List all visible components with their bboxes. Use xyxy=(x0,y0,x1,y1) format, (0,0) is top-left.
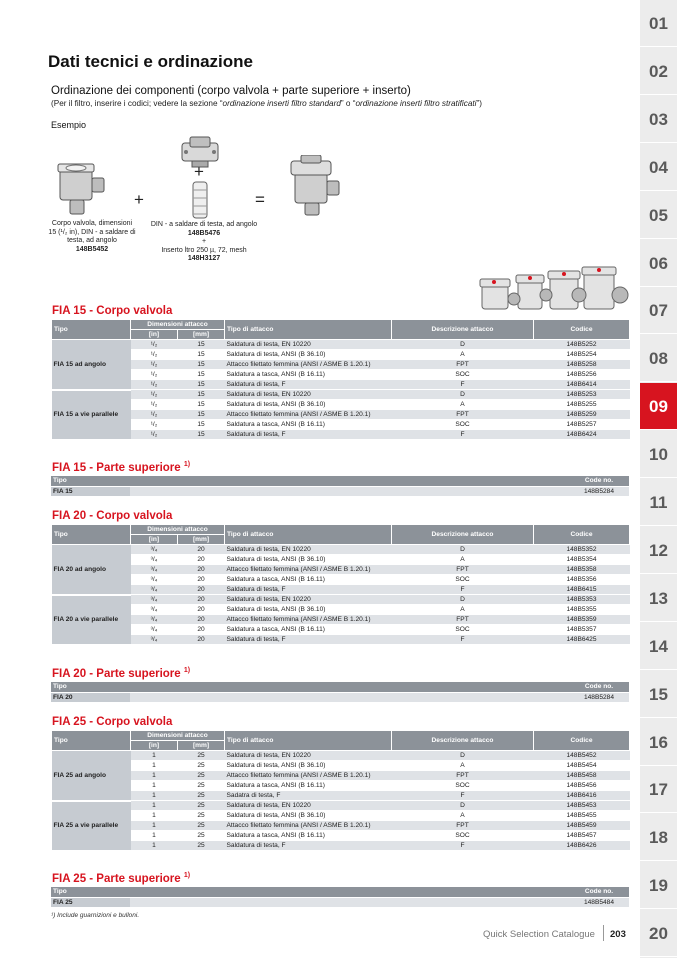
page-number: 203 xyxy=(610,929,626,940)
size-in: 1 xyxy=(131,831,178,841)
connection-type: Attacco filettato femmina (ANSI / ASME B 1.20.1) xyxy=(225,615,392,625)
connection-desc: D xyxy=(392,545,534,555)
size-mm: 25 xyxy=(178,801,225,811)
connection-type: Saldatura a tasca, ANSI (B 16.11) xyxy=(225,781,392,791)
link-layered-inserts: ordinazione inserti filtro stratificati xyxy=(355,99,477,108)
chapter-tab-19[interactable]: 19 xyxy=(640,862,677,909)
code-number: 148B5258 xyxy=(534,360,630,370)
table-row xyxy=(52,841,630,851)
code-number: 148B6416 xyxy=(534,791,630,801)
connection-type: Saldatura di testa, ANSI (B 36.10) xyxy=(225,761,392,771)
col-connection-desc: Descrizione attacco xyxy=(392,731,534,751)
connection-desc: D xyxy=(392,751,534,761)
plus-sign-2: + xyxy=(194,162,204,181)
size-mm: 15 xyxy=(178,420,225,430)
connection-type: Saldatura di testa, ANSI (B 36.10) xyxy=(225,811,392,821)
size-in: ¹/₂ xyxy=(131,430,178,440)
table-row xyxy=(52,410,630,420)
fia15-top-table: Tipo Code no. FIA 15 148B5284 xyxy=(51,476,629,497)
size-mm: 25 xyxy=(178,811,225,821)
fia20-body-table xyxy=(51,524,630,646)
caption-valve-body: Corpo valvola, dimensioni 15 (¹/₂ in), DIN - a saldare di testa, ad angolo 148B5452 xyxy=(48,220,136,253)
connection-type: Saldatura di testa, ANSI (B 36.10) xyxy=(225,350,392,360)
code-number: 148B5459 xyxy=(534,821,630,831)
code-number: 148B5355 xyxy=(534,605,630,615)
col-code: Codice xyxy=(534,320,630,340)
group-name: FIA 15 a vie parallele xyxy=(52,390,131,440)
connection-type: Saldatura a tasca, ANSI (B 16.11) xyxy=(225,625,392,635)
code-number: 148B5454 xyxy=(534,761,630,771)
size-mm: 15 xyxy=(178,360,225,370)
size-mm: 15 xyxy=(178,390,225,400)
footnote: ¹) Include guarnizioni e bulloni. xyxy=(51,912,140,919)
size-mm: 20 xyxy=(178,635,225,645)
connection-desc: F xyxy=(392,841,534,851)
table-row xyxy=(52,751,630,761)
connection-desc: A xyxy=(392,811,534,821)
size-in: ³/₄ xyxy=(131,545,178,555)
col-mm: [mm] xyxy=(178,535,225,545)
size-in: ¹/₂ xyxy=(131,420,178,430)
fia20-body-title: FIA 20 - Corpo valvola xyxy=(52,510,173,522)
connection-desc: F xyxy=(392,430,534,440)
size-mm: 20 xyxy=(178,565,225,575)
code-number: 148B5452 xyxy=(534,751,630,761)
col-connection-type: Tipo di attacco xyxy=(225,525,392,545)
table-row xyxy=(52,380,630,390)
connection-desc: D xyxy=(392,801,534,811)
chapter-tab-11[interactable]: 11 xyxy=(640,479,677,526)
chapter-tab-15[interactable]: 15 xyxy=(640,671,677,718)
fia20-top-table: Tipo Code no. FIA 20 148B5284 xyxy=(51,682,629,703)
table-row xyxy=(52,791,630,801)
code-number: 148B5453 xyxy=(534,801,630,811)
connection-desc: SOC xyxy=(392,575,534,585)
connection-type: Saldatura a tasca, ANSI (B 16.11) xyxy=(225,831,392,841)
col-tipo: Tipo xyxy=(52,320,131,340)
connection-type: Saldatura di testa, F xyxy=(225,430,392,440)
connection-desc: SOC xyxy=(392,831,534,841)
size-in: ³/₄ xyxy=(131,555,178,565)
chapter-tab-06[interactable]: 06 xyxy=(640,240,677,287)
group-name: FIA 25 a vie parallele xyxy=(52,801,131,851)
connection-desc: FPT xyxy=(392,565,534,575)
chapter-tab-17[interactable]: 17 xyxy=(640,766,677,813)
fia15-body-title: FIA 15 - Corpo valvola xyxy=(52,305,173,317)
size-in: 1 xyxy=(131,791,178,801)
connection-type: Attacco filettato femmina (ANSI / ASME B 1.20.1) xyxy=(225,360,392,370)
code-number: 148B5257 xyxy=(534,420,630,430)
connection-desc: F xyxy=(392,791,534,801)
chapter-tab-03[interactable]: 03 xyxy=(640,96,677,143)
size-in: ¹/₂ xyxy=(131,410,178,420)
size-in: ³/₄ xyxy=(131,585,178,595)
table-row xyxy=(52,430,630,440)
chapter-tab-20[interactable]: 20 xyxy=(640,910,677,957)
chapter-tab-08[interactable]: 08 xyxy=(640,335,677,382)
size-mm: 25 xyxy=(178,831,225,841)
connection-type: Saldatura a tasca, ANSI (B 16.11) xyxy=(225,420,392,430)
size-in: 1 xyxy=(131,761,178,771)
size-mm: 25 xyxy=(178,781,225,791)
size-mm: 15 xyxy=(178,370,225,380)
code-number: 148B5259 xyxy=(534,410,630,420)
size-in: ¹/₂ xyxy=(131,360,178,370)
size-in: ³/₄ xyxy=(131,625,178,635)
fia20-top-title: FIA 20 - Parte superiore $^{1)}$ xyxy=(52,667,191,680)
table-row xyxy=(52,370,630,380)
code-number: 148B5356 xyxy=(534,575,630,585)
table-row xyxy=(52,831,630,841)
chapter-tab-09[interactable]: 09 xyxy=(640,383,677,430)
connection-type: Saldatura di testa, EN 10220 xyxy=(225,390,392,400)
equals-sign: = xyxy=(255,190,265,209)
chapter-tab-05[interactable]: 05 xyxy=(640,192,677,239)
code-number: 148B5252 xyxy=(534,340,630,350)
table-row xyxy=(52,420,630,430)
size-mm: 15 xyxy=(178,430,225,440)
size-mm: 15 xyxy=(178,380,225,390)
table-row xyxy=(52,340,630,350)
page-title: Dati tecnici e ordinazione xyxy=(48,52,253,71)
col-connection-desc: Descrizione attacco xyxy=(392,525,534,545)
table-row xyxy=(52,350,630,360)
table-row xyxy=(52,761,630,771)
fia25-body-title: FIA 25 - Corpo valvola xyxy=(52,716,173,728)
connection-type: Attacco filettato femmina (ANSI / ASME B 1.20.1) xyxy=(225,821,392,831)
size-mm: 20 xyxy=(178,625,225,635)
fia15-top-title: FIA 15 - Parte superiore $^{1)}$ xyxy=(52,461,191,474)
table-row xyxy=(52,771,630,781)
size-mm: 25 xyxy=(178,791,225,801)
size-in: ¹/₂ xyxy=(131,370,178,380)
connection-desc: D xyxy=(392,390,534,400)
size-mm: 25 xyxy=(178,751,225,761)
connection-desc: FPT xyxy=(392,410,534,420)
connection-desc: SOC xyxy=(392,781,534,791)
col-dimensions: Dimensioni attacco xyxy=(131,320,225,330)
connection-desc: SOC xyxy=(392,420,534,430)
filter-note: (Per il filtro, inserire i codici; vedere la sezione “ordinazione inserti filtro standard” o “ordinazione inserti filtro stratificati”) xyxy=(51,99,482,108)
size-in: 1 xyxy=(131,841,178,851)
connection-type: Saldatura di testa, EN 10220 xyxy=(225,595,392,605)
connection-desc: A xyxy=(392,761,534,771)
size-mm: 15 xyxy=(178,350,225,360)
connection-type: Saldatura di testa, ANSI (B 36.10) xyxy=(225,605,392,615)
connection-type: Saldatura a tasca, ANSI (B 16.11) xyxy=(225,575,392,585)
connection-desc: A xyxy=(392,605,534,615)
connection-desc: FPT xyxy=(392,771,534,781)
col-connection-type: Tipo di attacco xyxy=(225,731,392,751)
chapter-tab-01[interactable]: 01 xyxy=(640,0,677,47)
connection-type: Saldatura di testa, EN 10220 xyxy=(225,545,392,555)
table-row xyxy=(52,545,630,555)
col-dimensions: Dimensioni attacco xyxy=(131,731,225,741)
valve-body-illustration xyxy=(52,160,106,218)
size-in: 1 xyxy=(131,771,178,781)
group-name: FIA 20 ad angolo xyxy=(52,545,131,595)
code-number: 148B5353 xyxy=(534,595,630,605)
code-number: 148B5458 xyxy=(534,771,630,781)
footer-catalogue: Quick Selection Catalogue xyxy=(483,929,595,940)
connection-type: Saldatura di testa, F xyxy=(225,841,392,851)
group-name: FIA 25 ad angolo xyxy=(52,751,131,801)
col-tipo: Tipo xyxy=(52,731,131,751)
size-in: 1 xyxy=(131,801,178,811)
code-number: 148B5357 xyxy=(534,625,630,635)
code-number: 148B5457 xyxy=(534,831,630,841)
col-in: [in] xyxy=(131,330,178,340)
size-in: ¹/₂ xyxy=(131,340,178,350)
connection-type: Attacco filettato femmina (ANSI / ASME B 1.20.1) xyxy=(225,565,392,575)
col-connection-type: Tipo di attacco xyxy=(225,320,392,340)
connection-type: Saldatura di testa, F xyxy=(225,585,392,595)
table-row xyxy=(52,781,630,791)
connection-type: Saldatura di testa, EN 10220 xyxy=(225,340,392,350)
size-in: ¹/₂ xyxy=(131,380,178,390)
connection-type: Sadatra di testa, F xyxy=(225,791,392,801)
col-dimensions: Dimensioni attacco xyxy=(131,525,225,535)
ordering-subtitle: Ordinazione dei componenti (corpo valvola + parte superiore + inserto) xyxy=(51,85,411,97)
chapter-tab-04[interactable]: 04 xyxy=(640,144,677,191)
table-row xyxy=(52,400,630,410)
chapter-tab-02[interactable]: 02 xyxy=(640,48,677,95)
code-number: 148B5255 xyxy=(534,400,630,410)
size-in: ³/₄ xyxy=(131,575,178,585)
size-mm: 20 xyxy=(178,585,225,595)
assembled-valve-illustration xyxy=(285,155,341,217)
table-row xyxy=(52,360,630,370)
plus-sign-1: + xyxy=(134,190,144,209)
size-mm: 20 xyxy=(178,545,225,555)
footer-separator xyxy=(603,925,604,941)
fia25-body-table xyxy=(51,730,630,852)
connection-type: Saldatura di testa, EN 10220 xyxy=(225,801,392,811)
code-number: 148B6424 xyxy=(534,430,630,440)
table-row xyxy=(52,585,630,595)
table-row xyxy=(52,821,630,831)
code-number: 148B6426 xyxy=(534,841,630,851)
chapter-tabs xyxy=(640,0,677,958)
code-number: 148B5354 xyxy=(534,555,630,565)
caption-top-insert: DIN - a saldare di testa, ad angolo 148B5476 + Inserto ltro 250 µ, 72, mesh 148H3127 xyxy=(150,221,258,263)
chapter-tab-10[interactable]: 10 xyxy=(640,431,677,478)
size-mm: 25 xyxy=(178,771,225,781)
size-mm: 20 xyxy=(178,595,225,605)
chapter-tab-07[interactable]: 07 xyxy=(640,287,677,334)
group-name: FIA 20 a vie parallele xyxy=(52,595,131,645)
connection-type: Saldatura di testa, ANSI (B 36.10) xyxy=(225,555,392,565)
connection-type: Saldatura di testa, F xyxy=(225,635,392,645)
size-mm: 25 xyxy=(178,821,225,831)
code-number: 148B5359 xyxy=(534,615,630,625)
size-mm: 15 xyxy=(178,340,225,350)
table-row xyxy=(52,575,630,585)
fia15-body-table xyxy=(51,319,630,441)
connection-type: Attacco filettato femmina (ANSI / ASME B 1.20.1) xyxy=(225,771,392,781)
size-mm: 15 xyxy=(178,400,225,410)
size-in: 1 xyxy=(131,811,178,821)
table-row xyxy=(52,390,630,400)
size-in: ³/₄ xyxy=(131,605,178,615)
fia25-top-title: FIA 25 - Parte superiore $^{1)}$ xyxy=(52,872,191,885)
size-mm: 20 xyxy=(178,555,225,565)
group-name: FIA 15 ad angolo xyxy=(52,340,131,390)
size-mm: 20 xyxy=(178,615,225,625)
connection-desc: A xyxy=(392,555,534,565)
table-row xyxy=(52,555,630,565)
connection-desc: FPT xyxy=(392,360,534,370)
size-in: ³/₄ xyxy=(131,595,178,605)
size-in: ¹/₂ xyxy=(131,350,178,360)
code-number: 148B5253 xyxy=(534,390,630,400)
connection-desc: SOC xyxy=(392,370,534,380)
connection-desc: FPT xyxy=(392,821,534,831)
size-in: 1 xyxy=(131,781,178,791)
connection-type: Saldatura di testa, F xyxy=(225,380,392,390)
code-number: 148B5352 xyxy=(534,545,630,555)
filter-insert-illustration xyxy=(188,180,212,220)
col-in: [in] xyxy=(131,741,178,751)
size-mm: 25 xyxy=(178,841,225,851)
size-in: 1 xyxy=(131,821,178,831)
connection-desc: SOC xyxy=(392,625,534,635)
table-row xyxy=(52,615,630,625)
connection-desc: F xyxy=(392,380,534,390)
code-number: 148B5254 xyxy=(534,350,630,360)
connection-type: Attacco filettato femmina (ANSI / ASME B 1.20.1) xyxy=(225,410,392,420)
connection-desc: A xyxy=(392,400,534,410)
size-in: ³/₄ xyxy=(131,635,178,645)
col-code: Codice xyxy=(534,731,630,751)
code-number: 148B5358 xyxy=(534,565,630,575)
size-mm: 25 xyxy=(178,761,225,771)
col-tipo: Tipo xyxy=(52,525,131,545)
code-number: 148B6414 xyxy=(534,380,630,390)
connection-type: Saldatura di testa, EN 10220 xyxy=(225,751,392,761)
table-row xyxy=(52,801,630,811)
table-row xyxy=(52,625,630,635)
col-connection-desc: Descrizione attacco xyxy=(392,320,534,340)
size-mm: 15 xyxy=(178,410,225,420)
connection-desc: F xyxy=(392,635,534,645)
chapter-tab-13[interactable]: 13 xyxy=(640,575,677,622)
connection-type: Saldatura di testa, ANSI (B 36.10) xyxy=(225,400,392,410)
code-number: 148B5456 xyxy=(534,781,630,791)
chapter-tab-18[interactable]: 18 xyxy=(640,814,677,861)
chapter-tab-12[interactable]: 12 xyxy=(640,527,677,574)
table-row xyxy=(52,605,630,615)
col-code: Codice xyxy=(534,525,630,545)
size-mm: 20 xyxy=(178,575,225,585)
size-in: ³/₄ xyxy=(131,565,178,575)
col-mm: [mm] xyxy=(178,741,225,751)
code-number: 148B6425 xyxy=(534,635,630,645)
table-row xyxy=(52,811,630,821)
code-number: 148B5455 xyxy=(534,811,630,821)
chapter-tab-14[interactable]: 14 xyxy=(640,623,677,670)
size-in: ¹/₂ xyxy=(131,400,178,410)
connection-type: Saldatura a tasca, ANSI (B 16.11) xyxy=(225,370,392,380)
code-number: 148B6415 xyxy=(534,585,630,595)
size-mm: 20 xyxy=(178,605,225,615)
connection-desc: F xyxy=(392,585,534,595)
connection-desc: A xyxy=(392,350,534,360)
table-row xyxy=(52,635,630,645)
size-in: ³/₄ xyxy=(131,615,178,625)
size-in: ¹/₂ xyxy=(131,390,178,400)
product-photo xyxy=(478,265,634,317)
connection-desc: D xyxy=(392,340,534,350)
col-in: [in] xyxy=(131,535,178,545)
code-number: 148B5256 xyxy=(534,370,630,380)
size-in: 1 xyxy=(131,751,178,761)
example-label: Esempio xyxy=(51,120,87,130)
connection-desc: D xyxy=(392,595,534,605)
link-standard-inserts: ordinazione inserti filtro standard xyxy=(222,99,341,108)
fia25-top-table: Tipo Code no. FIA 25 148B5484 xyxy=(51,887,629,908)
connection-desc: FPT xyxy=(392,615,534,625)
col-mm: [mm] xyxy=(178,330,225,340)
table-row xyxy=(52,595,630,605)
chapter-tab-16[interactable]: 16 xyxy=(640,719,677,766)
table-row xyxy=(52,565,630,575)
